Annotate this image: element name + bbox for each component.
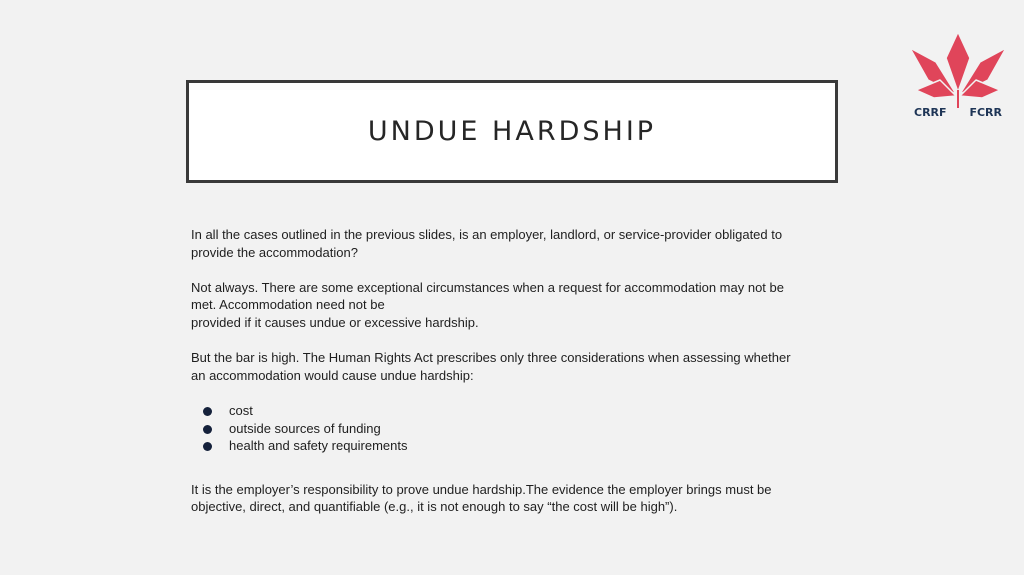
paragraph-bar-is-high <box>191 349 831 384</box>
text-line: It is the employer’s responsibility to prove undue hardship.The evidence the employer brings must be <box>191 481 772 497</box>
list-item-label: cost <box>229 402 253 418</box>
list-item <box>191 402 831 420</box>
paragraph-employer-responsibility <box>191 481 831 516</box>
text-line: In all the cases outlined in the previous slides, is an employer, landlord, or service-provider obligated to <box>191 227 783 242</box>
considerations-list <box>191 402 831 455</box>
title-box <box>186 80 838 183</box>
bullet-icon <box>203 407 212 416</box>
text-line: met. Accommodation need not be <box>191 297 385 313</box>
text-line: provided if it causes undue or excessive hardship. <box>191 314 479 330</box>
paragraph-question <box>191 226 831 261</box>
logo-text <box>906 106 1010 119</box>
logo-text-crrf: CRRF <box>914 106 947 119</box>
bullet-icon <box>203 442 212 451</box>
logo-text-fcrr: FCRR <box>969 106 1002 119</box>
list-item <box>191 420 831 438</box>
list-item-label: health and safety requirements <box>229 438 408 454</box>
bullet-icon <box>203 425 212 434</box>
slide-body <box>191 226 831 516</box>
text-line: provide the accommodation? <box>191 244 358 260</box>
text-line: objective, direct, and quantifiable (e.g., it is not enough to say “the cost will be high”). <box>191 499 678 515</box>
slide-title: UNDUE HARDSHIP <box>367 116 657 147</box>
text-line: an accommodation would cause undue hardship: <box>191 367 474 383</box>
list-item <box>191 437 831 455</box>
text-line: Not always. There are some exceptional circumstances when a request for accommodation may not be <box>191 279 784 295</box>
list-item-label: outside sources of funding <box>229 420 381 436</box>
maple-leaf-icon <box>906 28 1010 108</box>
paragraph-not-always <box>191 279 831 332</box>
crrf-logo <box>906 28 1010 122</box>
text-line: But the bar is high. The Human Rights Act prescribes only three considerations when assessing whether <box>191 350 791 366</box>
